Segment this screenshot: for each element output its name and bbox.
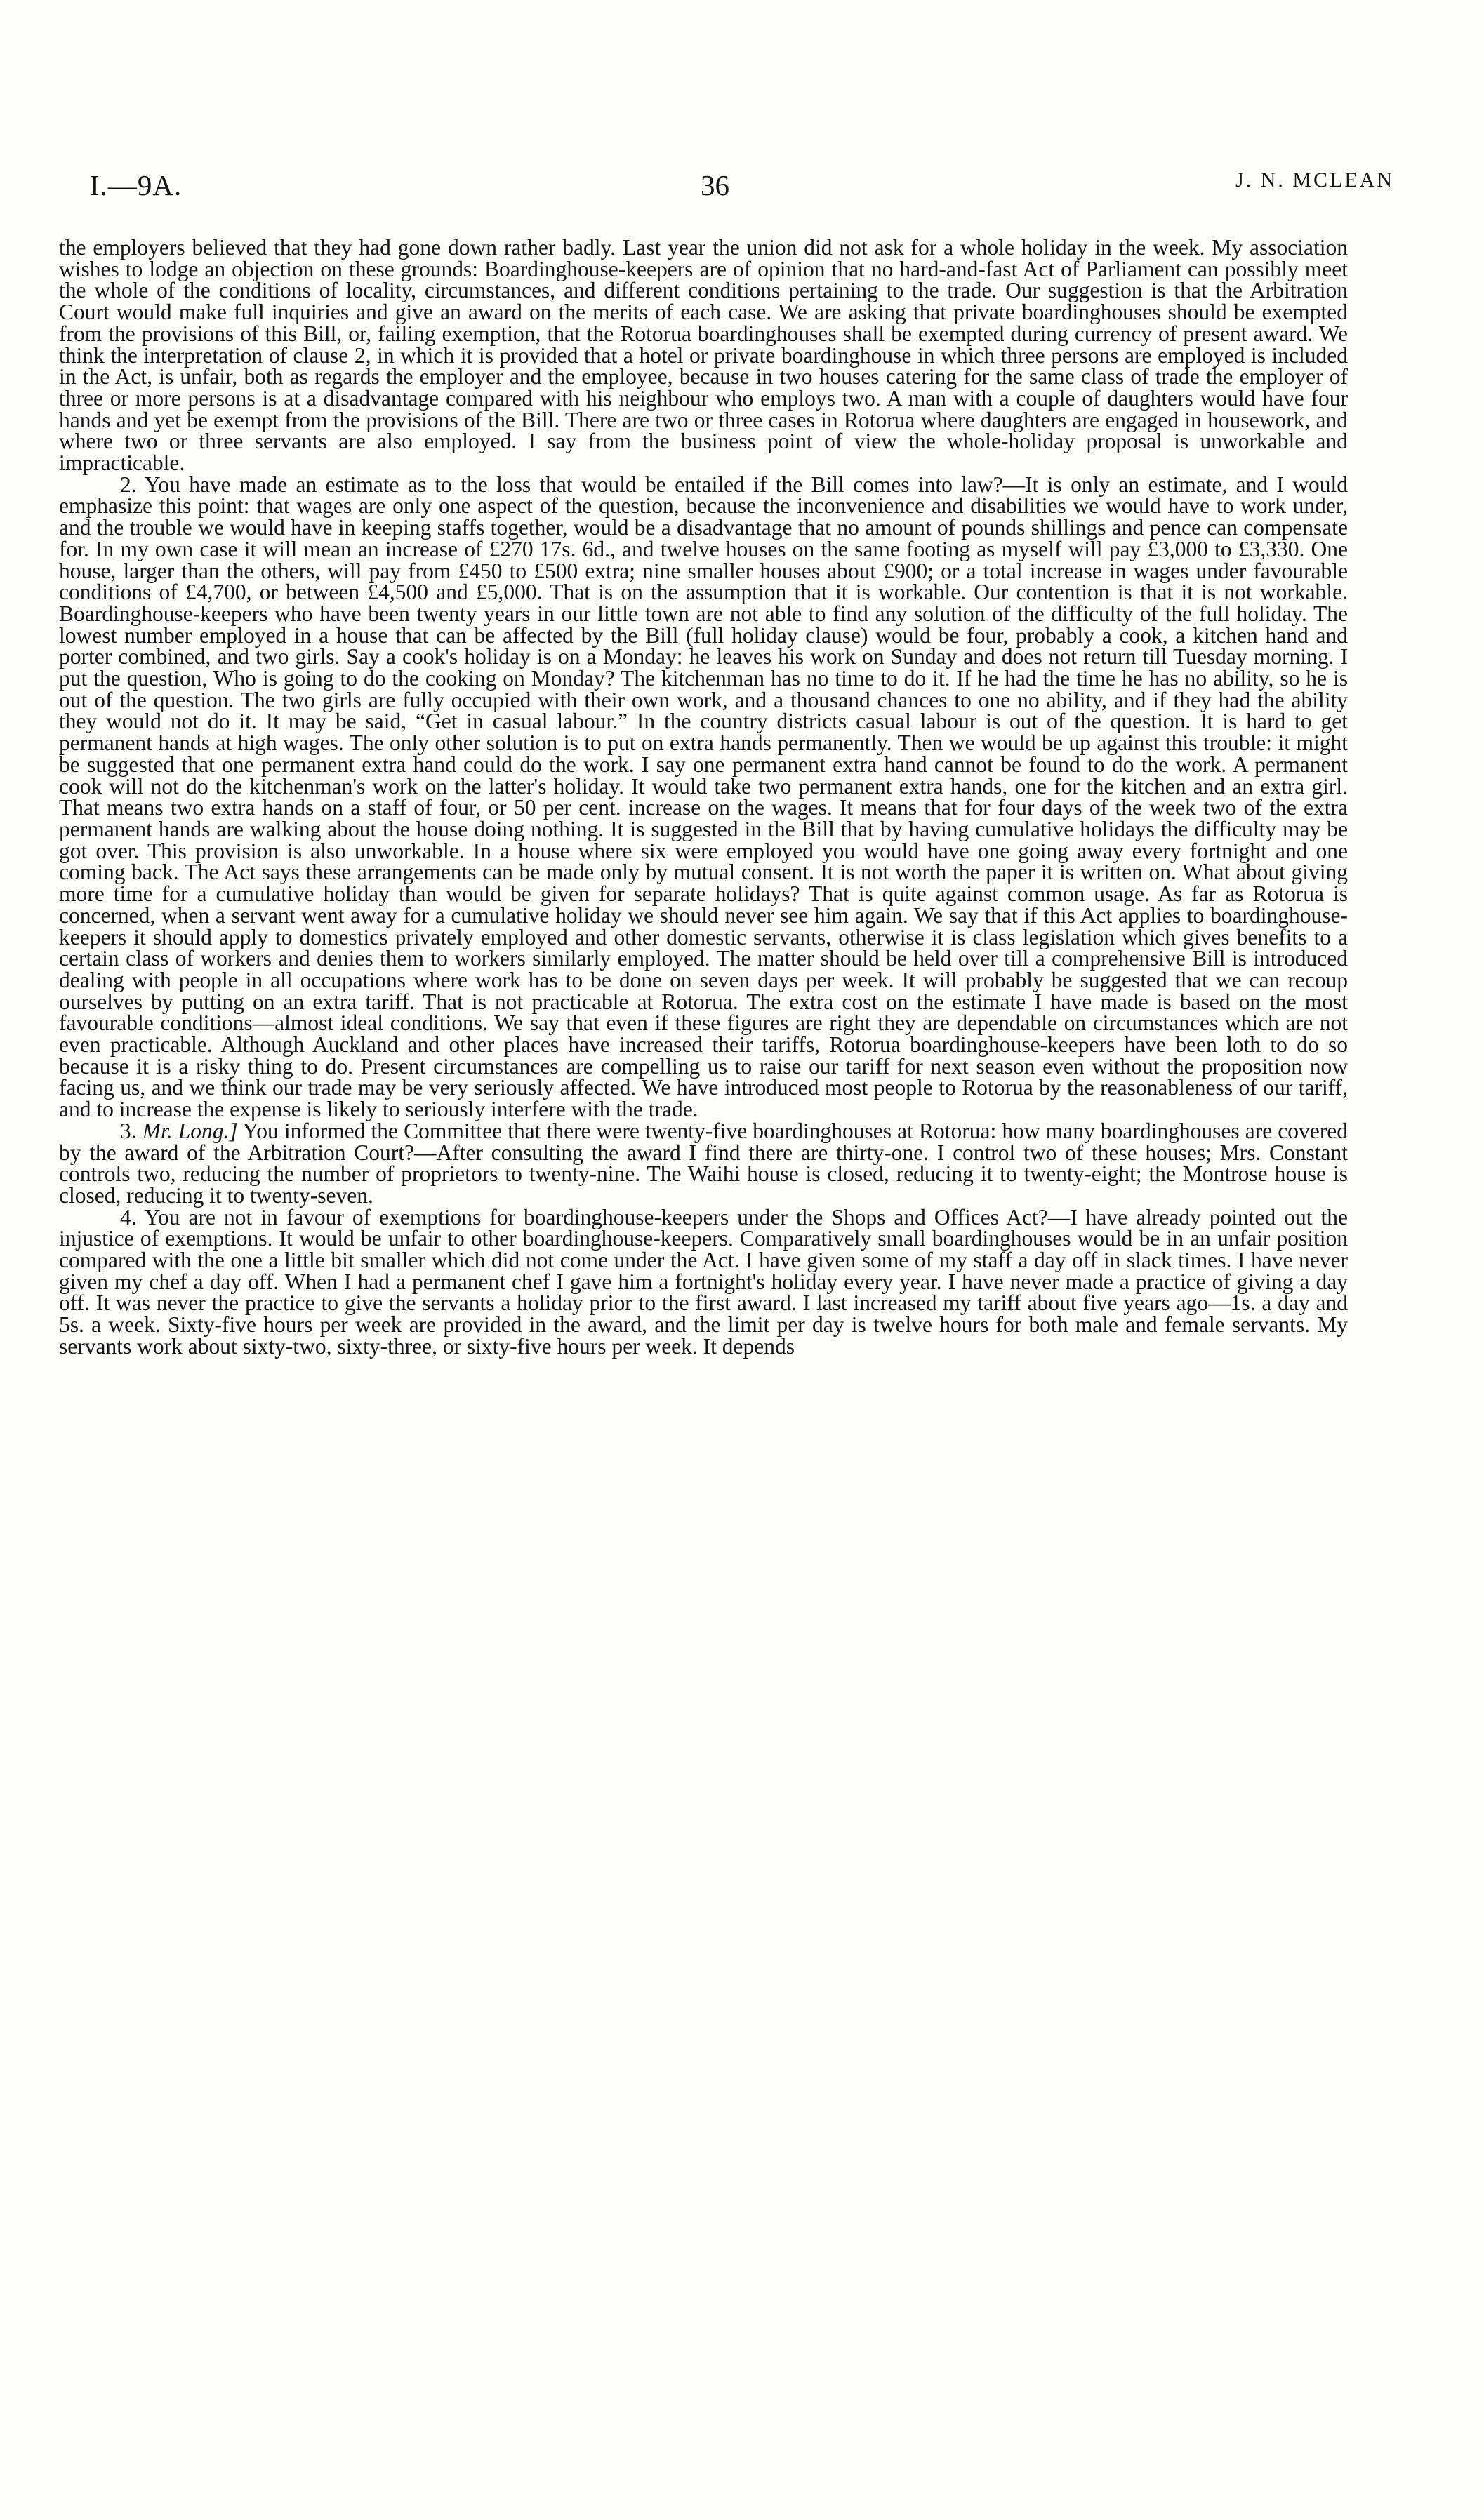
paragraph-3-text: You informed the Committee that there were twenty-five boardinghouses at Rotorua: how many boardinghouses are covered by the award of the Arbitration Court?—After consulting the award I find there are thirty-one. I control two of these houses; Mrs. Constant controls two, reducing the number of proprietors to twenty-nine. The Waihi house is closed, reducing it to twenty-eight; the Montrose house is closed, reducing it to twenty-seven. [59, 1118, 1348, 1208]
paragraph-3 [59, 1118, 1348, 1208]
paragraph-1: the employers believed that they had gone down rather badly. Last year the union did not ask for a whole holiday in the week. My association wishes to lodge an objection on these grounds: Boardinghouse-keepers are of opinion that no hard-and-fast Act of Parliament can possibly meet the whole of the conditions of locality, circumstances, and different conditions pertaining to the trade. Our suggestion is that the Arbitration Court would make full inquiries and give an award on the merits of each case. We are asking that private boardinghouses should be exempted from the provisions of this Bill, or, failing exemption, that the Rotorua boardinghouses shall be exempted during currency of present award. We think the interpretation of clause 2, in which it is provided that a hotel or private boardinghouse in which three persons are employed is included in the Act, is unfair, both as regards the employer and the employee, because in two houses catering for the same class of trade the employer of three or more persons is at a disadvantage compared with his neighbour who employs two. A man with a couple of daughters would have four hands and yet be exempt from the provisions of the Bill. There are two or three cases in Rotorua where daughters are engaged in housework, and where two or three servants are also employed. I say from the business point of view the whole-holiday proposal is unworkable and impracticable. [59, 235, 1348, 476]
paragraph-4: 4. You are not in favour of exemptions for boardinghouse-keepers under the Shops and Offices Act?—I have already pointed out the injustice of exemptions. It would be unfair to other boardinghouse-keepers. Comparatively small boardinghouses would be in an unfair position compared with the one a little bit smaller which did not come under the Act. I have given some of my staff a day off in slack times. I have never given my chef a day off. When I had a permanent chef I gave him a fortnight's holiday every year. I have never made a practice of giving a day off. It was never the practice to give the servants a holiday prior to the first award. I last increased my tariff about five years ago—1s. a day and 5s. a week. Sixty-five hours per week are provided in the award, and the limit per day is twelve hours for both male and female servants. My servants work about sixty-two, sixty-three, or sixty-five hours per week. It depends [59, 1204, 1348, 1359]
speaker-name: Mr. Long.] [142, 1118, 238, 1143]
question-number: 3. [120, 1118, 137, 1143]
page-header [90, 168, 1394, 211]
report-reference: I.—9A. [90, 169, 183, 201]
body-text [59, 237, 1348, 1358]
paragraph-2: 2. You have made an estimate as to the loss that would be entailed if the Bill comes into law?—It is only an estimate, and I would emphasize this point: that wages are only one aspect of the question, because the inconvenience and disabilities we would have to work under, and the trouble we would have in keeping staffs together, would be a disadvantage that no amount of pounds shillings and pence can compensate for. In my own case it will mean an increase of £270 17s. 6d., and twelve houses on the same footing as myself will pay £3,000 to £3,330. One house, larger than the others, will pay from £450 to £500 extra; nine smaller houses about £900; or a total increase in wages under favourable conditions of £4,700, or between £4,500 and £5,000. That is on the assumption that it is workable. Our contention is that it is not workable. Boardinghouse-keepers who have been twenty years in our little town are not able to find any solution of the difficulty of the full holiday. The lowest number employed in a house that can be affected by the Bill (full holiday clause) would be four, probably a cook, a kitchen hand and porter combined, and two girls. Say a cook's holiday is on a Monday: he leaves his work on Sunday and does not return till Tuesday morning. I put the question, Who is going to do the cooking on Monday? The kitchenman has no time to do it. If he had the time he has no ability, so he is out of the question. The two girls are fully occupied with their own work, and a thousand chances to one no ability, and if they had the ability they would not do it. It may be said, “Get in casual labour.” In the country districts casual labour is out of the question. It is hard to get permanent hands at high wages. The only other solution is to put on extra hands permanently. Then we would be up against this trouble: it might be suggested that one permanent extra hand could do the work. I say one permanent extra hand cannot be found to do the work. A permanent cook will not do the kitchenman's work on the latter's holiday. It would take two permanent extra hands, one for the kitchen and an extra girl. That means two extra hands on a staff of four, or 50 per cent. increase on the wages. It means that for four days of the week two of the extra permanent hands are walking about the house doing nothing. It is suggested in the Bill that by having cumulative holidays the difficulty may be got over. This provision is also unworkable. In a house where six were employed you would have one going away every fortnight and one coming back. The Act says these arrangements can be made only by mutual consent. It is not worth the paper it is written on. What about giving more time for a cumulative holiday than would be given for separate holidays? That is quite against common usage. As far as Rotorua is concerned, when a servant went away for a cumulative holiday we should never see him again. We say that if this Act applies to boardinghouse-keepers it should apply to domestics privately employed and other domestic servants, otherwise it is class legislation which gives benefits to a certain class of workers and denies them to workers similarly employed. The matter should be held over till a comprehensive Bill is introduced dealing with people in all occupations where work has to be done on seven days per week. It will probably be suggested that we can recoup ourselves by putting on an extra tariff. That is not practicable at Rotorua. The extra cost on the estimate I have made is based on the most favourable conditions—almost ideal conditions. We say that even if these figures are right they are dependable on circumstances which are not even practicable. Although Auckland and other places have increased their tariffs, Rotorua boardinghouse-keepers have been loth to do so because it is a risky thing to do. Present circumstances are compelling us to raise our tariff for next season even without the proposition now facing us, and we think our trade may be very seriously affected. We have introduced most people to Rotorua by the reasonableness of our tariff, and to increase the expense is likely to seriously interfere with the trade. [59, 472, 1348, 1122]
witness-name: J. N. MCLEAN [1235, 168, 1394, 192]
page-number: 36 [701, 169, 729, 201]
